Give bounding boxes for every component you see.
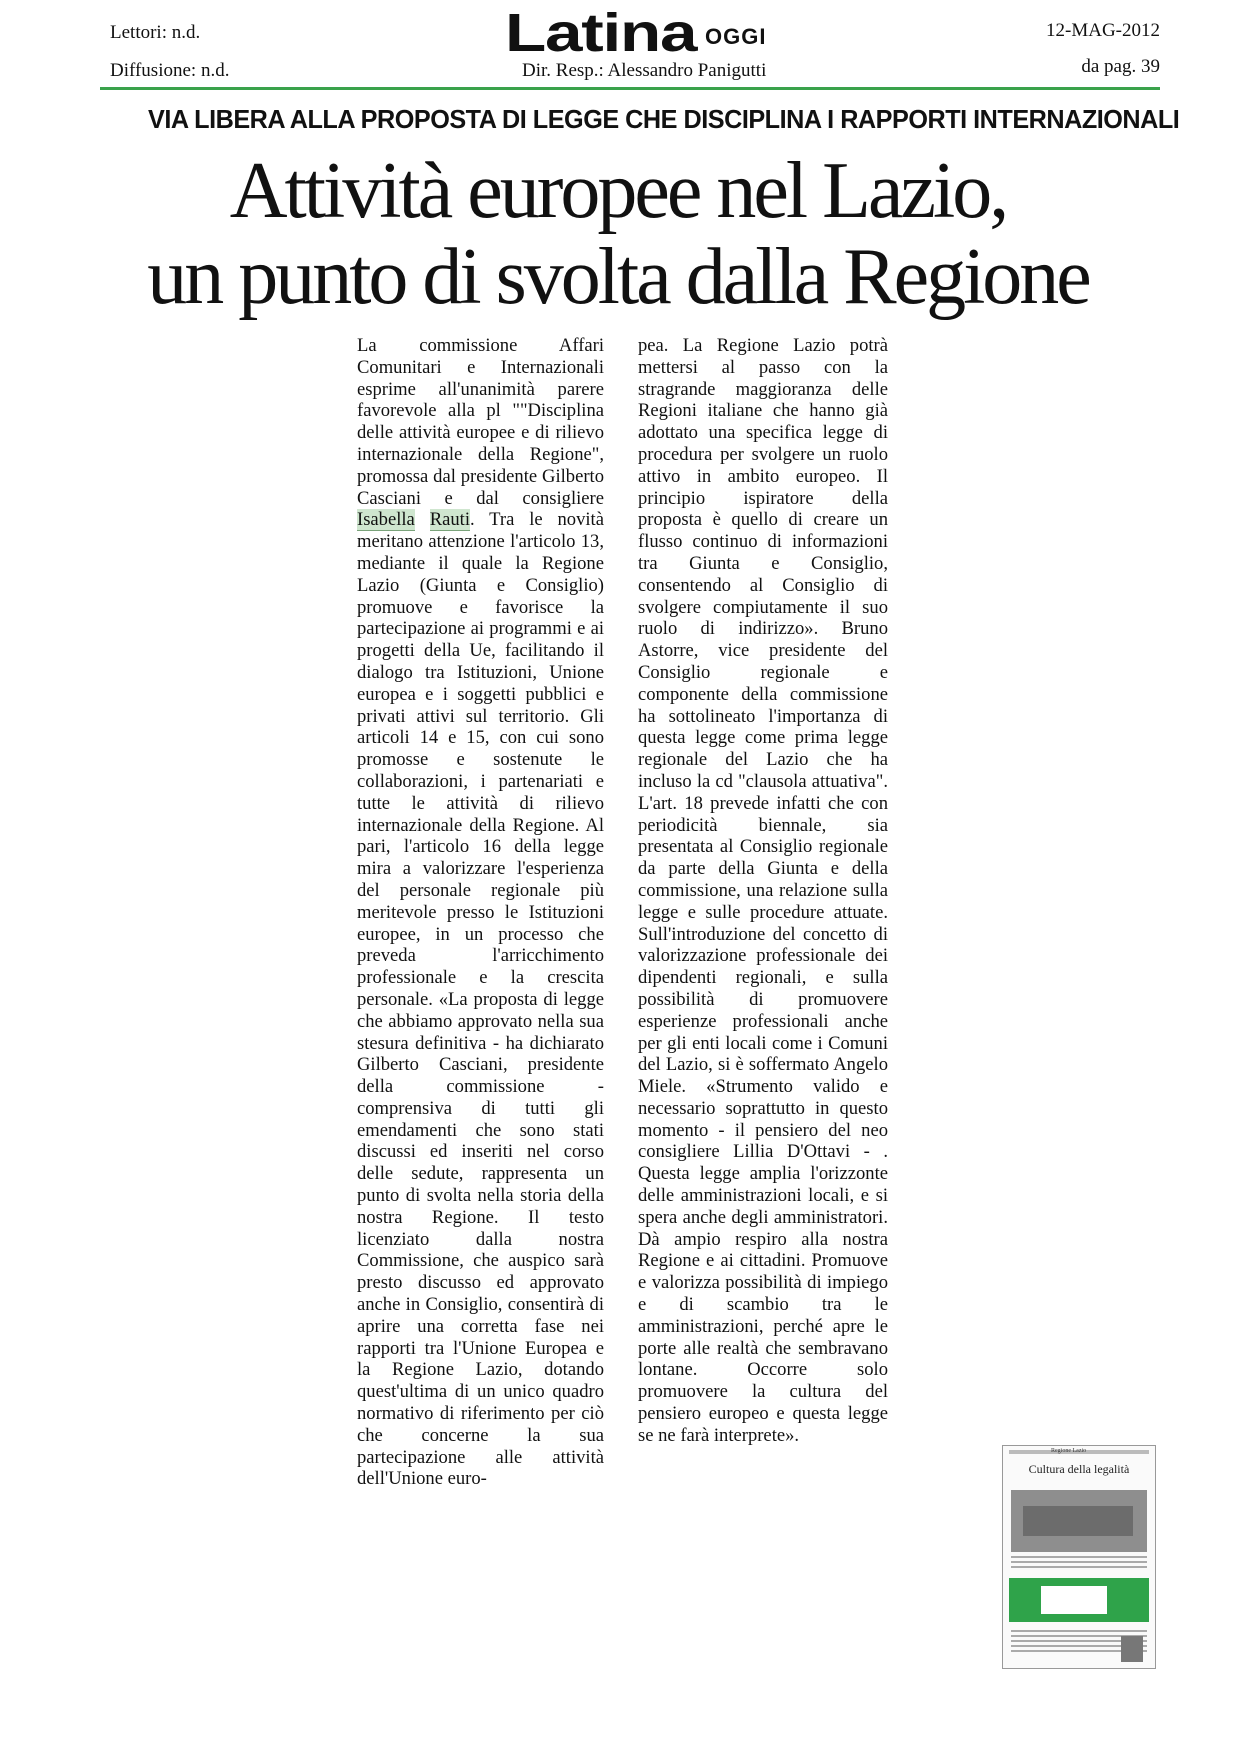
thumbnail-body-lines — [1011, 1630, 1147, 1632]
article-kicker: VIA LIBERA ALLA PROPOSTA DI LEGGE CHE DISCIPLINA I RAPPORTI INTERNAZIONALI — [148, 104, 1180, 134]
issue-date: 12-MAG-2012 — [1046, 20, 1160, 41]
thumbnail-photo-detail — [1023, 1506, 1133, 1536]
thumbnail-brand: Regione Lazio — [1051, 1448, 1087, 1454]
thumbnail-article-box — [1041, 1586, 1107, 1614]
readers-label: Lettori: n.d. — [110, 22, 201, 43]
page-reference: da pag. 39 — [1081, 56, 1160, 77]
highlighted-name-first: Isabella — [357, 509, 415, 531]
masthead-logo — [505, 2, 767, 64]
title-line-2: un punto di svolta dalla Regione — [147, 233, 1089, 321]
thumbnail-text-lines — [1011, 1556, 1147, 1558]
circulation-label: Diffusione: n.d. — [110, 60, 230, 81]
page-thumbnail — [1002, 1445, 1156, 1669]
title-line-1: Attività europee nel Lazio, — [229, 147, 1007, 235]
masthead-suffix: OGGI — [705, 24, 767, 49]
thumbnail-title: Cultura della legalità — [1028, 1462, 1130, 1476]
thumbnail-portrait — [1121, 1636, 1143, 1662]
article-column-2: pea. La Regione Lazio potrà mettersi al passo con la stragrande maggioranza delle Regioni italiane che hanno già adottato una specifica legge di procedura per svolgere un ruolo attivo in ambito europeo. Il principio ispiratore della proposta è quello di creare un flusso continuo di informazioni tra Giunta e Consiglio, consentendo al Consiglio di svolgere compiutamente il suo ruolo di indirizzo». Bruno Astorre, vice presidente del Consiglio regionale e componente della commissione ha sottolineato l'importanza di questa legge come prima legge regionale del Lazio che ha incluso la cd "clausola attuativa". L'art. 18 prevede infatti che con periodicità biennale, sia presentata al Consiglio regionale da parte della Giunta e della commissione, una relazione sulla legge e sulle procedure attuate. Sull'introduzione del concetto di valorizzazione professionale dei dipendenti regionali, e sulla possibilità di promuovere esperienze professionali anche per gli enti locali come i Comuni del Lazio, si è soffermato Angelo Miele. «Strumento valido e necessario soprattutto in questo momento - il pensiero del neo consigliere Lillia D'Ottavi - . Questa legge amplia l'orizzonte delle amministrazioni locali, e si spera anche degli amministratori. Dà ampio respiro alla nostra Regione e ai cittadini. Promuove e valorizza possibilità di impiego e di scambio tra le amministrazioni, perché apre le porte alle realtà che sembravano lontane. Occorre solo promuovere la cultura del pensiero europeo e questa legge se ne farà interprete». — [638, 335, 888, 1446]
director-label: Dir. Resp.: Alessandro Panigutti — [522, 60, 767, 81]
column-1-text-a: La commissione Affari Comunitari e Internazionali esprime all'unanimità parere favorevole alla pl ""Disciplina delle attività europee e di rilievo internazionale della Regione", promossa dal presidente Gilberto Casciani e dal consigliere — [357, 335, 604, 509]
article-column-1 — [357, 335, 604, 1490]
masthead-name: Latina — [505, 3, 697, 63]
article-title — [118, 148, 1118, 320]
highlighted-name-last: Rauti — [429, 509, 470, 531]
header-divider — [100, 87, 1160, 90]
column-1-text-b: . Tra le novità meritano attenzione l'articolo 13, mediante il quale la Regione Lazio (Giunta e Consiglio) promuove e favorisce la partecipazione ai programmi e ai progetti della Ue, facilitando il dialogo tra Istituzioni, Unione europea e i soggetti pubblici e privati attivi sul territorio. Gli articoli 14 e 15, con cui sono promosse e sostenute le collaborazioni, i partenariati e tutte le attività di rilievo internazionale della Regione. Al pari, l'articolo 16 della legge mira a valorizzare l'esperienza del personale regionale più meritevole presso le Istituzioni europee, in un processo che preveda l'arricchimento professionale e la crescita personale. «La proposta di legge che abbiamo approvato nella sua stesura definitiva - ha dichiarato Gilberto Casciani, presidente della commissione - comprensiva di tutti gli emendamenti che sono stati discussi ed inseriti nel corso delle sedute, rappresenta un punto di svolta nella storia della nostra Regione. Il testo licenziato dalla nostra Commissione, che auspico sarà presto discusso ed approvato anche in Consiglio, consentirà di aprire una corretta fase nei rapporti tra l'Unione Europea e la Regione Lazio, dotando quest'ultima di un unico quadro normativo di riferimento per ciò che concerne la sua partecipazione alle attività dell'Unione euro- — [357, 509, 604, 1490]
